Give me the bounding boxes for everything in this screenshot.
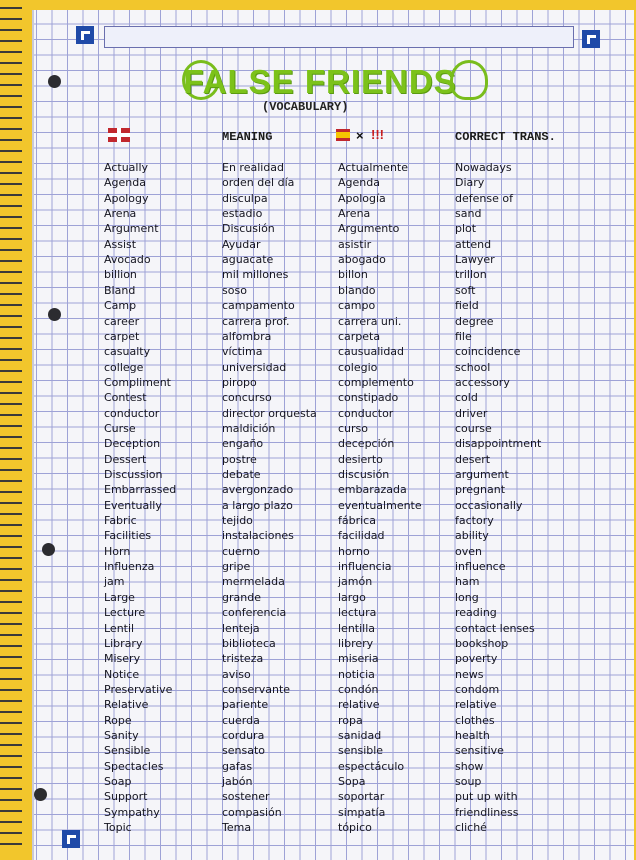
english-word-cell: jam — [104, 575, 125, 589]
table-row — [0, 407, 636, 422]
page-subtitle: (VOCABULARY) — [262, 100, 349, 114]
table-row — [0, 714, 636, 729]
spanish-false-friend-cell: espectáculo — [338, 759, 405, 773]
correct-translation-cell: Nowadays — [455, 161, 512, 174]
table-row — [0, 668, 636, 683]
meaning-cell: grande — [222, 590, 261, 604]
meaning-cell: Discusión — [222, 222, 275, 236]
english-word-cell: Preservative — [104, 682, 173, 696]
correct-translation-cell: ham — [455, 575, 480, 589]
meaning-cell: piropo — [222, 375, 257, 389]
meaning-cell: lenteja — [222, 621, 260, 635]
meaning-cell: gripe — [222, 560, 251, 574]
spanish-false-friend-cell: embarazada — [338, 483, 407, 497]
correct-translation-cell: ability — [455, 529, 489, 543]
correct-translation-cell: contact lenses — [455, 621, 535, 635]
correct-translation-cell: sensitive — [455, 744, 504, 758]
table-row — [0, 222, 636, 237]
english-word-cell: Deception — [104, 437, 161, 451]
meaning-cell: tristeza — [222, 652, 264, 666]
spanish-false-friend-cell: abogado — [338, 253, 386, 267]
table-row — [0, 192, 636, 207]
spanish-false-friend-cell: decepción — [338, 437, 395, 451]
spanish-false-friend-cell: facilidad — [338, 529, 385, 543]
english-word-cell: Arena — [104, 207, 137, 221]
spanish-false-friend-cell: Arena — [338, 207, 371, 221]
table-row — [0, 345, 636, 360]
meaning-cell: universidad — [222, 360, 287, 374]
correct-translation-cell: put up with — [455, 790, 518, 804]
spanish-false-friend-cell: Sopa — [338, 775, 366, 788]
correct-translation-cell: reading — [455, 606, 497, 620]
spanish-false-friend-cell: desierto — [338, 452, 383, 466]
table-row — [0, 238, 636, 253]
spanish-false-friend-cell: causualidad — [338, 345, 405, 359]
english-word-cell: Influenza — [104, 560, 155, 574]
correct-translation-cell: field — [455, 299, 479, 313]
cross-icon: × — [356, 128, 364, 143]
spanish-false-friend-cell: horno — [338, 544, 370, 558]
spanish-false-friend-cell: eventualmente — [338, 498, 422, 512]
english-word-cell: Rope — [104, 713, 132, 727]
table-row — [0, 422, 636, 437]
table-row — [0, 775, 636, 790]
column-header-warning: !!! — [371, 127, 384, 142]
table-row — [0, 499, 636, 514]
english-word-cell: Sensible — [104, 744, 151, 758]
correct-translation-cell: driver — [455, 406, 488, 420]
english-word-cell: Facilities — [104, 529, 152, 543]
spanish-false-friend-cell: lectura — [338, 606, 377, 620]
correct-translation-cell: influence — [455, 560, 506, 574]
spanish-false-friend-cell: largo — [338, 590, 366, 604]
meaning-cell: campamento — [222, 299, 295, 313]
table-row — [0, 376, 636, 391]
column-header-meaning: MEANING — [222, 130, 273, 144]
english-word-cell: conductor — [104, 406, 160, 420]
spanish-false-friend-cell: Argumento — [338, 222, 400, 236]
table-row — [0, 821, 636, 836]
spanish-false-friend-cell: ropa — [338, 713, 363, 727]
correct-translation-cell: plot — [455, 222, 477, 236]
correct-translation-cell: desert — [455, 452, 491, 466]
correct-translation-cell: pregnant — [455, 483, 506, 497]
english-word-cell: career — [104, 314, 140, 328]
meaning-cell: alfombra — [222, 329, 272, 343]
correct-translation-cell: cold — [455, 391, 478, 405]
table-row — [0, 591, 636, 606]
meaning-cell: concurso — [222, 391, 272, 405]
english-word-cell: Fabric — [104, 514, 137, 528]
correct-translation-cell: condom — [455, 682, 500, 696]
spanish-false-friend-cell: soportar — [338, 790, 385, 804]
english-word-cell: Library — [104, 636, 143, 650]
meaning-cell: debate — [222, 468, 261, 481]
table-row — [0, 744, 636, 759]
english-word-cell: carpet — [104, 329, 140, 343]
spanish-false-friend-cell: constipado — [338, 391, 399, 405]
meaning-cell: tejido — [222, 514, 253, 528]
meaning-cell: maldición — [222, 421, 276, 435]
spanish-false-friend-cell: Apología — [338, 191, 386, 205]
spanish-false-friend-cell: campo — [338, 299, 376, 313]
correct-translation-cell: bookshop — [455, 636, 509, 650]
spanish-false-friend-cell: miseria — [338, 652, 379, 666]
table-row — [0, 161, 636, 176]
meaning-cell: soso — [222, 283, 247, 297]
english-word-cell: Topic — [104, 821, 132, 835]
correct-translation-cell: trillon — [455, 268, 487, 282]
spain-flag-icon — [336, 129, 350, 141]
table-row — [0, 453, 636, 468]
english-word-cell: Curse — [104, 421, 136, 435]
correct-translation-cell: course — [455, 421, 492, 435]
table-row — [0, 207, 636, 222]
table-row — [0, 176, 636, 191]
table-row — [0, 437, 636, 452]
corner-mark-icon — [76, 26, 94, 44]
english-word-cell: Dessert — [104, 452, 147, 466]
meaning-cell: compasión — [222, 805, 282, 819]
table-row — [0, 284, 636, 299]
english-word-cell: Horn — [104, 544, 131, 558]
spanish-false-friend-cell: tópico — [338, 821, 372, 835]
table-row — [0, 253, 636, 268]
english-word-cell: Support — [104, 790, 148, 804]
correct-translation-cell: degree — [455, 314, 494, 328]
english-word-cell: Actually — [104, 161, 149, 174]
meaning-cell: disculpa — [222, 191, 268, 205]
english-word-cell: Argument — [104, 222, 159, 236]
spanish-false-friend-cell: Actualmente — [338, 161, 408, 174]
english-word-cell: Apology — [104, 191, 149, 205]
meaning-cell: carrera prof. — [222, 314, 290, 328]
correct-translation-cell: Lawyer — [455, 253, 495, 267]
english-word-cell: Soap — [104, 775, 132, 788]
table-row — [0, 575, 636, 590]
spanish-false-friend-cell: influencia — [338, 560, 392, 574]
english-word-cell: billion — [104, 268, 137, 282]
meaning-cell: Ayudar — [222, 237, 261, 251]
correct-translation-cell: friendliness — [455, 805, 519, 819]
meaning-cell: sostener — [222, 790, 270, 804]
correct-translation-cell: Diary — [455, 176, 485, 190]
correct-translation-cell: factory — [455, 514, 494, 528]
meaning-cell: avergonzado — [222, 483, 294, 497]
english-word-cell: Compliment — [104, 375, 171, 389]
meaning-cell: instalaciones — [222, 529, 294, 543]
meaning-cell: cuerda — [222, 713, 260, 727]
correct-translation-cell: sand — [455, 207, 482, 221]
correct-translation-cell: long — [455, 590, 479, 604]
meaning-cell: jabón — [222, 775, 253, 788]
meaning-cell: a largo plazo — [222, 498, 293, 512]
english-word-cell: Sympathy — [104, 805, 160, 819]
english-word-cell: Spectacles — [104, 759, 164, 773]
table-row — [0, 361, 636, 376]
english-word-cell: college — [104, 360, 144, 374]
meaning-cell: estadio — [222, 207, 263, 221]
spanish-false-friend-cell: Agenda — [338, 176, 380, 190]
meaning-cell: pariente — [222, 698, 269, 712]
correct-translation-cell: file — [455, 329, 472, 343]
spanish-false-friend-cell: asistir — [338, 237, 372, 251]
english-word-cell: Assist — [104, 237, 137, 251]
correct-translation-cell: cliché — [455, 821, 487, 835]
spanish-false-friend-cell: blando — [338, 283, 376, 297]
correct-translation-cell: defense of — [455, 191, 513, 205]
table-row — [0, 637, 636, 652]
spanish-false-friend-cell: curso — [338, 421, 369, 435]
meaning-cell: orden del día — [222, 176, 295, 190]
table-row — [0, 268, 636, 283]
spanish-false-friend-cell: lentilla — [338, 621, 376, 635]
english-word-cell: Notice — [104, 667, 140, 681]
punch-hole — [48, 75, 61, 88]
table-row — [0, 545, 636, 560]
english-word-cell: Camp — [104, 299, 137, 313]
table-row — [0, 299, 636, 314]
english-word-cell: Discussion — [104, 468, 163, 481]
table-row — [0, 652, 636, 667]
spanish-false-friend-cell: librery — [338, 636, 374, 650]
page-title: FALSE FRIENDS — [183, 63, 457, 100]
spanish-false-friend-cell: noticia — [338, 667, 375, 681]
correct-translation-cell: school — [455, 360, 491, 374]
meaning-cell: sensato — [222, 744, 265, 758]
correct-translation-cell: occasionally — [455, 498, 523, 512]
table-row — [0, 529, 636, 544]
english-word-cell: Lecture — [104, 606, 146, 620]
correct-translation-cell: news — [455, 667, 484, 681]
meaning-cell: mermelada — [222, 575, 285, 589]
table-row — [0, 622, 636, 637]
table-row — [0, 315, 636, 330]
english-word-cell: Large — [104, 590, 135, 604]
spanish-false-friend-cell: sensible — [338, 744, 384, 758]
correct-translation-cell: argument — [455, 468, 509, 481]
meaning-cell: conservante — [222, 682, 291, 696]
correct-translation-cell: disappointment — [455, 437, 542, 451]
meaning-cell: biblioteca — [222, 636, 276, 650]
header-box — [104, 26, 574, 48]
table-row — [0, 391, 636, 406]
spanish-false-friend-cell: conductor — [338, 406, 394, 420]
english-word-cell: Sanity — [104, 728, 139, 742]
table-row — [0, 760, 636, 775]
correct-translation-cell: poverty — [455, 652, 498, 666]
devil-face-doodle-icon — [450, 60, 488, 100]
spanish-false-friend-cell: relative — [338, 698, 380, 712]
correct-translation-cell: soft — [455, 283, 476, 297]
meaning-cell: aviso — [222, 667, 251, 681]
table-row — [0, 683, 636, 698]
corner-mark-icon — [582, 30, 600, 48]
english-word-cell: Relative — [104, 698, 149, 712]
meaning-cell: director orquesta — [222, 406, 317, 420]
spanish-false-friend-cell: jamón — [338, 575, 373, 589]
correct-translation-cell: coincidence — [455, 345, 521, 359]
english-word-cell: Agenda — [104, 176, 146, 190]
english-word-cell: Contest — [104, 391, 147, 405]
table-row — [0, 698, 636, 713]
spanish-false-friend-cell: condón — [338, 682, 379, 696]
meaning-cell: En realidad — [222, 161, 285, 174]
meaning-cell: mil millones — [222, 268, 289, 282]
table-row — [0, 806, 636, 821]
english-word-cell: Embarrassed — [104, 483, 177, 497]
spanish-false-friend-cell: complemento — [338, 375, 414, 389]
english-word-cell: Avocado — [104, 253, 151, 267]
spanish-false-friend-cell: carrera uni. — [338, 314, 402, 328]
english-word-cell: casualty — [104, 345, 151, 359]
meaning-cell: engaño — [222, 437, 264, 451]
table-row — [0, 483, 636, 498]
correct-translation-cell: relative — [455, 698, 497, 712]
table-row — [0, 468, 636, 483]
correct-translation-cell: accessory — [455, 375, 510, 389]
english-word-cell: Eventually — [104, 498, 162, 512]
correct-translation-cell: soup — [455, 775, 482, 788]
correct-translation-cell: attend — [455, 237, 492, 251]
table-row — [0, 729, 636, 744]
meaning-cell: cuerno — [222, 544, 260, 558]
uk-flag-icon — [108, 128, 130, 142]
correct-translation-cell: clothes — [455, 713, 495, 727]
column-header-correct: CORRECT TRANS. — [455, 130, 556, 144]
spanish-false-friend-cell: carpeta — [338, 329, 381, 343]
table-row — [0, 560, 636, 575]
english-word-cell: Lentil — [104, 621, 135, 635]
meaning-cell: cordura — [222, 728, 265, 742]
correct-translation-cell: show — [455, 759, 484, 773]
spanish-false-friend-cell: simpatía — [338, 805, 386, 819]
table-row — [0, 514, 636, 529]
meaning-cell: gafas — [222, 759, 253, 773]
english-word-cell: Misery — [104, 652, 141, 666]
english-word-cell: Bland — [104, 283, 136, 297]
meaning-cell: conferencia — [222, 606, 287, 620]
spanish-false-friend-cell: colegio — [338, 360, 378, 374]
spanish-false-friend-cell: discusión — [338, 468, 390, 481]
spanish-false-friend-cell: billon — [338, 268, 368, 282]
table-row — [0, 330, 636, 345]
table-row — [0, 606, 636, 621]
meaning-cell: aguacate — [222, 253, 274, 267]
meaning-cell: Tema — [222, 821, 252, 835]
spanish-false-friend-cell: fábrica — [338, 514, 376, 528]
meaning-cell: postre — [222, 452, 257, 466]
correct-translation-cell: health — [455, 728, 490, 742]
spanish-false-friend-cell: sanidad — [338, 728, 382, 742]
meaning-cell: víctima — [222, 345, 263, 359]
correct-translation-cell: oven — [455, 544, 482, 558]
table-row — [0, 790, 636, 805]
